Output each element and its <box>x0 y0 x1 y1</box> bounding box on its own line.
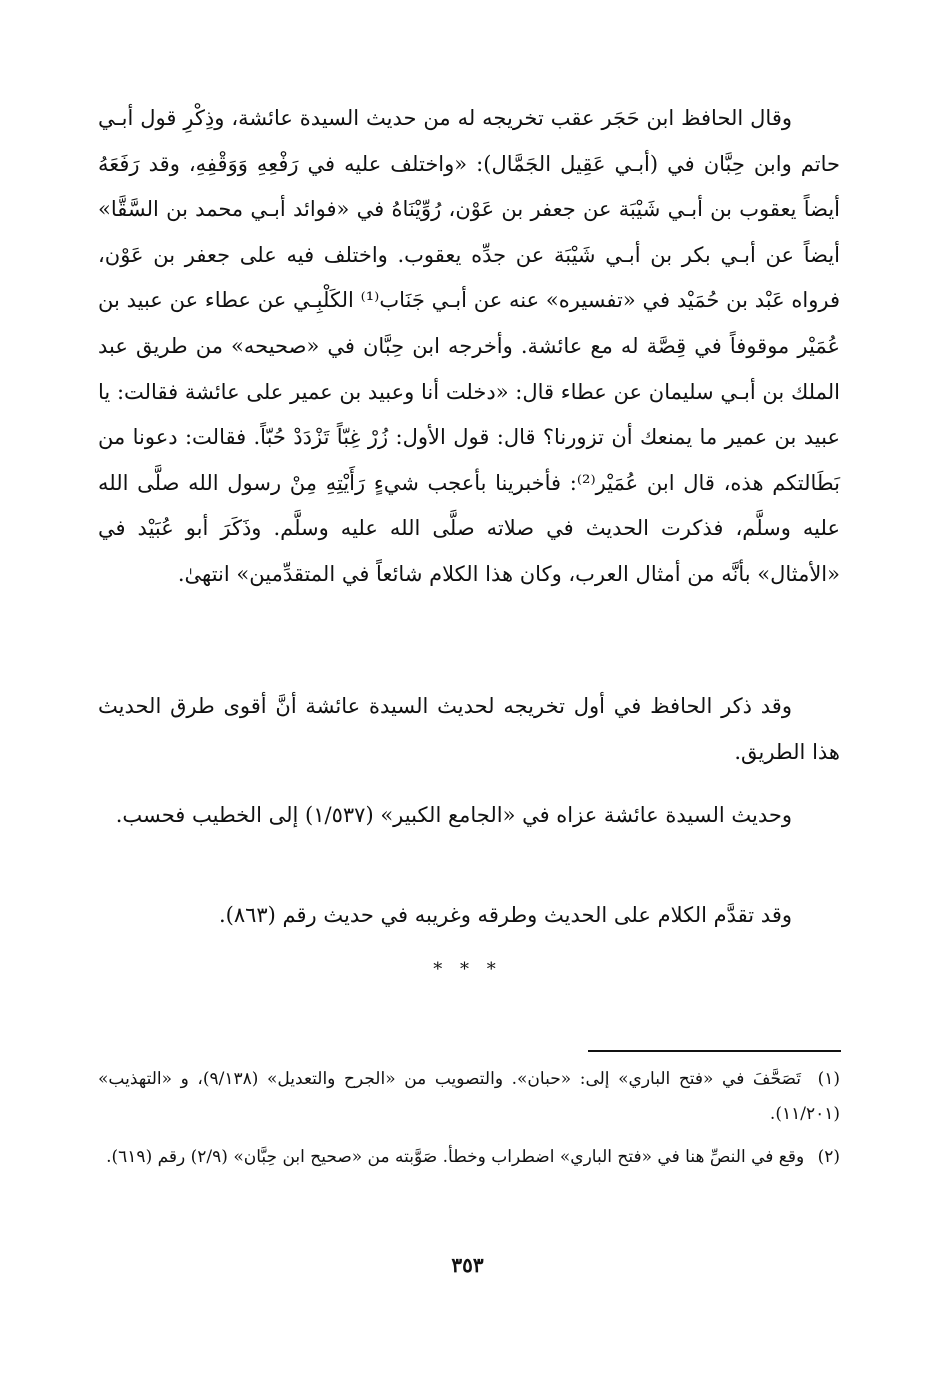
paragraph-strongest-route: وقد ذكر الحافظ في أول تخريجه لحديث السيدة عائشة أنَّ أقوى طرق الحديث هذا الطريق. <box>98 694 840 764</box>
section-separator: * * * <box>433 959 502 980</box>
page-number: ٣٥٣ <box>451 1253 484 1277</box>
footnotes <box>98 1062 840 1183</box>
footnote-1 <box>98 1062 840 1132</box>
footnote-2 <box>98 1140 840 1175</box>
paragraph-jami-kabir: وحديث السيدة عائشة عزاه في «الجامع الكبير» (١/٥٣٧) إلى الخطيب فحسب. <box>115 803 792 827</box>
footnote-text: وقع في النصِّ هنا في «فتح الباري» اضطراب وخطأ. صَوَّبته من «صحيح ابن حِبَّان» (٢/٩) رقم (٦١٩). <box>106 1147 805 1167</box>
main-paragraph: وقال الحافظ ابن حَجَر عقب تخريجه له من حديث السيدة عائشة، وذِكْرِ قول أبـي حاتم وابن حِبَّان في (أبـي عَقِيل الجَمَّال): «واختلف عليه في رَفْعِهِ وَوَقْفِهِ، وقد رَفَعَهُ أيضاً يعقوب بن أبـي شَيْبَة عن جعفر بن عَوْن، رُوِّيْنَاهُ في «فوائد أبـي محمد بن السَّقَّا» أيضاً عن أبـي بكر بن أبـي شَيْبَة عن جدِّه يعقوب. واختلف فيه على جعفر بن عَوْن، فرواه عَبْد بن حُمَيْد في «تفسيره» عنه عن أبـي جَنَاب⁽¹⁾ الكَلْبِـي عن عطاء عن عبيد بن عُمَيْر موقوفاً في قِصَّة له مع عائشة. وأخرجه ابن حِبَّان في «صحيحه» من طريق عبد الملك بن أبـي سليمان عن عطاء قال: «دخلت أنا وعبيد بن عمير على عائشة فقالت: يا عبيد بن عمير ما يمنعك أن تزورنا؟ قال: قول الأول: زُرْ غِبّاً تَزْدَدْ حُبّاً. فقالت: دعونا من بَطَالتكم هذه، قال ابن عُمَيْر⁽²⁾: فأخبرينا بأعجب شيءٍ رَأَيْتِهِ مِنْ رسول الله صلَّى الله عليه وسلَّم، فذكرت الحديث في صلاته صلَّى الله عليه وسلَّم. وذَكَرَ أبو عُبَيْد في «الأمثال» بأنَّه من أمثال العرب، وكان هذا الكلام شائعاً في المتقدِّمين» انتهىٰ. <box>98 106 840 586</box>
footnote-number: (١) <box>817 1069 840 1089</box>
footnote-divider <box>588 1050 841 1052</box>
paragraph-earlier-discussion: وقد تقدَّم الكلام على الحديث وطرقه وغريبه في حديث رقم (٨٦٣). <box>218 903 792 927</box>
footnote-text: تَصَحَّفَ في «فتح الباري» إلى: «حبان». والتصويب من «الجرح والتعديل» (٩/١٣٨)، و «التهذيب» (١١/٢٠١). <box>98 1069 840 1124</box>
footnote-number: (٢) <box>817 1147 840 1167</box>
